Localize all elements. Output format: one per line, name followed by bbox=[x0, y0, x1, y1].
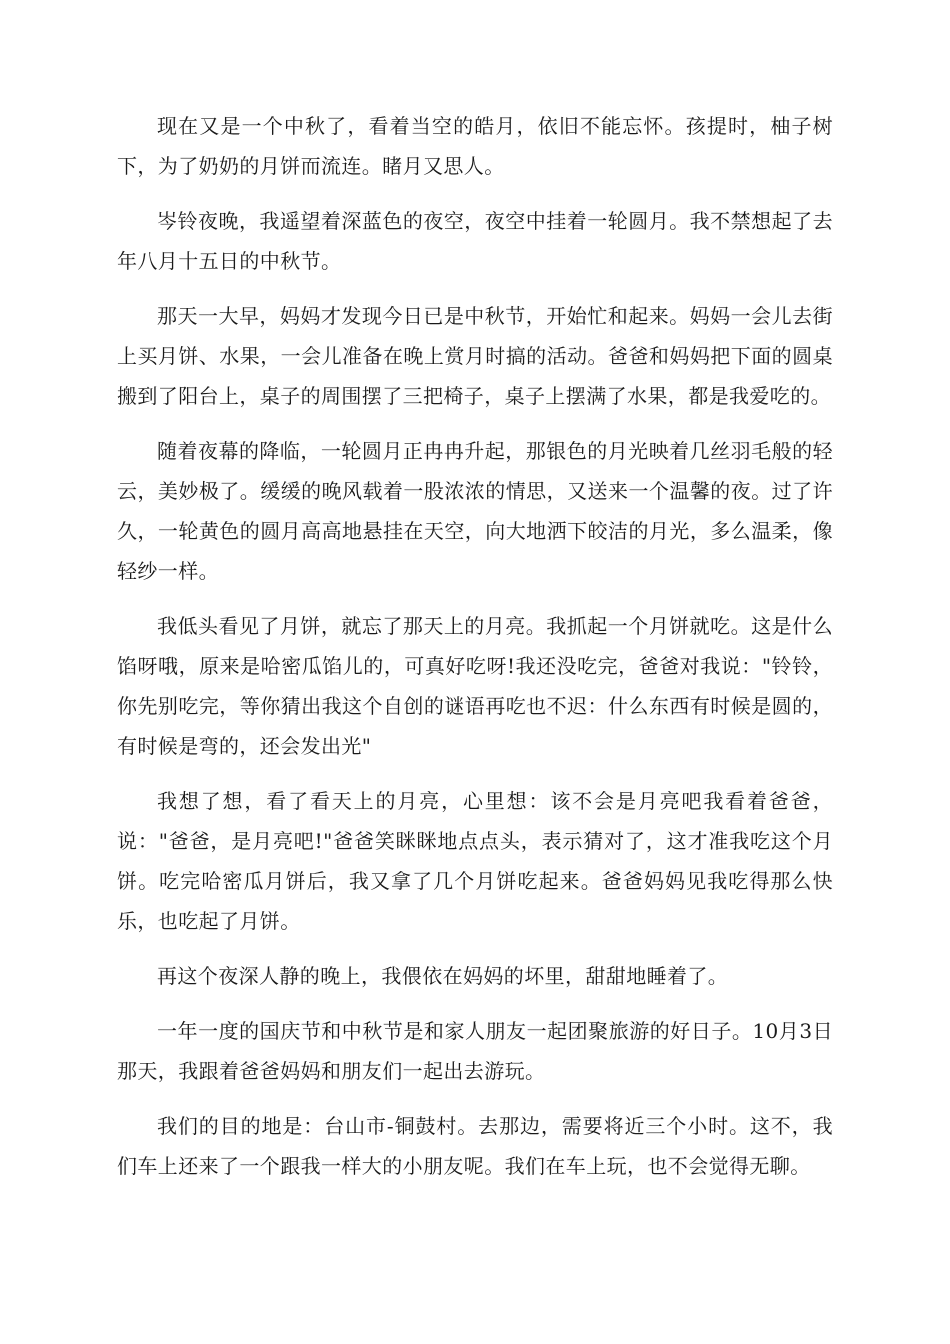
paragraph: 我低头看见了月饼，就忘了那天上的月亮。我抓起一个月饼就吃。这是什么馅呀哦，原来是哈密瓜馅儿的，可真好吃呀!我还没吃完，爸爸对我说："铃铃，你先别吃完，等你猜出我这个自创的谜语再吃也不迟：什么东西有时候是圆的，有时候是弯的，还会发出光" bbox=[117, 614, 833, 758]
paragraph: 那天一大早，妈妈才发现今日已是中秋节，开始忙和起来。妈妈一会儿去街上买月饼、水果，一会儿准备在晚上赏月时搞的活动。爸爸和妈妈把下面的圆桌搬到了阳台上，桌子的周围摆了三把椅子，桌子上摆满了水果，都是我爱吃的。 bbox=[117, 304, 833, 408]
paragraph: 一年一度的国庆节和中秋节是和家人朋友一起团聚旅游的好日子。10月3日那天，我跟着爸爸妈妈和朋友们一起出去游玩。 bbox=[117, 1019, 833, 1083]
paragraph: 随着夜幕的降临，一轮圆月正冉冉升起，那银色的月光映着几丝羽毛般的轻云，美妙极了。缓缓的晚风载着一股浓浓的情思，又送来一个温馨的夜。过了许久，一轮黄色的圆月高高地悬挂在天空，向大地洒下皎洁的月光，多么温柔，像轻纱一样。 bbox=[117, 439, 833, 583]
paragraph: 我想了想，看了看天上的月亮，心里想：该不会是月亮吧我看着爸爸，说："爸爸，是月亮吧!"爸爸笑眯眯地点点头，表示猜对了，这才准我吃这个月饼。吃完哈密瓜月饼后，我又拿了几个月饼吃起来。爸爸妈妈见我吃得那么快乐，也吃起了月饼。 bbox=[117, 789, 833, 933]
paragraph: 岑铃夜晚，我遥望着深蓝色的夜空，夜空中挂着一轮圆月。我不禁想起了去年八月十五日的中秋节。 bbox=[117, 209, 833, 273]
paragraph: 再这个夜深人静的晚上，我偎依在妈妈的坏里，甜甜地睡着了。 bbox=[157, 964, 729, 988]
document-body bbox=[117, 106, 833, 1201]
paragraph: 现在又是一个中秋了，看着当空的皓月，依旧不能忘怀。孩提时，柚子树下，为了奶奶的月饼而流连。睹月又思人。 bbox=[117, 114, 833, 178]
paragraph: 我们的目的地是：台山市-铜鼓村。去那边，需要将近三个小时。这不，我们车上还来了一个跟我一样大的小朋友呢。我们在车上玩，也不会觉得无聊。 bbox=[117, 1114, 833, 1178]
